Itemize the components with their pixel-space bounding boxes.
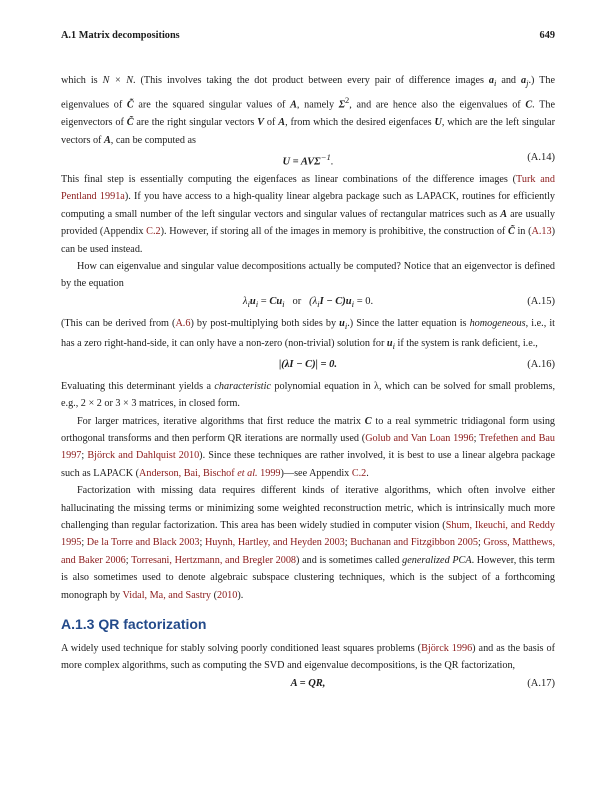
citation-link[interactable]: Buchanan and Fitzgibbon 2005 [350, 537, 478, 549]
equation-link[interactable]: A.13 [531, 226, 552, 238]
running-header [61, 30, 555, 46]
equation-a17-tag: (A.17) [527, 677, 555, 689]
citation-link[interactable]: Björck and Dahlquist 2010 [87, 450, 200, 462]
equation-link[interactable]: A.6 [175, 317, 191, 329]
citation-link[interactable]: Björck 1996 [421, 643, 473, 655]
citation-link[interactable]: Huynh, Hartley, and Heyden 2003 [204, 537, 345, 549]
equation-a16-expr: |(λI − C)| = 0. [278, 358, 338, 370]
paragraph-5: Evaluating this determinant yields a characteristic polynomial equation in λ, which can be solved for small problems, e.g., 2 × 2 or 3 × 3 matrices, in closed form. [61, 380, 555, 410]
header-page-number: 649 [539, 30, 555, 41]
equation-a14-tag: (A.14) [527, 152, 555, 164]
equation-a17 [61, 675, 555, 697]
paragraph-7: Factorization with missing data requires different kinds of iterative algorithms, which often involve either hallucinating the missing terms or minimizing some weighted reconstruction metric, which is intrinsically much more challenging than regular factorization. This area has been widely studied in computer vision (Shum, Ikeuchi, and Reddy 1995; De la Torre and Black 2003; Huynh, Hartley, and Heyden 2003; Buchanan and Fitzgibbon 2005; Gross, Matthews, and Baker 2006; Torresani, Hertzmann, and Bregler 2008) and is sometimes called generalized PCA. However, this term is also sometimes used to denote algebraic subspace clustering techniques, which is the subject of a forthcoming monograph by Vidal, Ma, and Sastry (2010). [61, 485, 555, 601]
paragraph-6: For larger matrices, iterative algorithms that first reduce the matrix C to a real symmetric tridiagonal form using orthogonal transforms and then perform QR iterations are normally used (Golub and Van Loan 1996; Trefethen and Bau 1997; Björck and Dahlquist 2010). Since these techniques are rather involved, it is best to use a linear algebra package such as LAPACK (Anderson, Bai, Bischof et al. 1999)—see Appendix C.2. [61, 415, 556, 479]
citation-link[interactable]: Turk and Pentland 1991a [61, 174, 555, 203]
citation-link[interactable]: De la Torre and Black 2003 [86, 537, 200, 549]
paragraph-1: which is N × N. (This involves taking the dot product between every pair of difference images $a_i$ and $a_j$.) The eigenvalues of C̃ are the squared singular values of A, namely $\Sigma^2$, and are hence also the eigenvalues of C. The eigenvectors of C̃ are the right singular vectors V of A, from which the desired eigenfaces U, which are the left singular vectors of A, can be computed as [61, 75, 556, 146]
citation-link[interactable]: Golub and Van Loan 1996 [365, 432, 474, 444]
equation-a15-expr: $\lambda_iu_i = Cu_i$ or $(\lambda_iI - C)u_i = 0$. [242, 295, 374, 309]
citation-link[interactable]: Vidal, Ma, and Sastry [122, 589, 212, 601]
appendix-link[interactable]: C.2 [146, 226, 161, 238]
equation-a17-expr: A = QR, [290, 677, 326, 689]
equation-a15 [61, 293, 555, 315]
citation-link[interactable]: Shum, Ikeuchi, and Reddy 1995 [61, 520, 555, 549]
citation-link[interactable]: Torresani, Hertzmann, and Bregler 2008 [131, 554, 297, 566]
appendix-link[interactable]: C.2 [351, 467, 367, 479]
section-heading: A.1.3 QR factorization [61, 616, 207, 633]
equation-a14 [61, 149, 555, 171]
citation-link[interactable]: Gross, Matthews, and Baker 2006 [61, 537, 555, 566]
paragraph-2: This final step is essentially computing the eigenfaces as linear combinations of the difference images (Turk and Pentland 1991a). If you have access to a high-quality linear algebra package such as LAPACK, routines for efficiently computing a small number of the left singular vectors and singular values of rectangular matrices such as A are usually provided (Appendix C.2). However, if storing all of the images in memory is prohibitive, the construction of C̃ in (A.13) can be used instead. [61, 174, 555, 255]
citation-link[interactable]: Anderson, Bai, Bischof et al. 1999 [139, 467, 281, 479]
equation-a16-tag: (A.16) [527, 358, 555, 370]
citation-link[interactable]: 2010 [216, 589, 238, 601]
page [61, 30, 555, 697]
paragraph-4: (This can be derived from (A.6) by post-multiplying both sides by $u_i$.) Since the latter equation is homogeneous, i.e., it has a zero right-hand-side, it can only have a non-zero (non-trivial) solution for $u_i$ if the system is rank deficient, i.e., [61, 317, 555, 352]
paragraph-8: A widely used technique for stably solving poorly conditioned least squares problems (Björck 1996) and as the basis of more complex algorithms, such as computing the SVD and eigenvalue decompositions, is the QR factorization, [61, 643, 555, 672]
equation-a16 [61, 356, 555, 378]
equation-a14-expr: $U = AV\Sigma^{-1}$. [282, 152, 334, 168]
paragraph-3: How can eigenvalue and singular value decompositions actually be computed? Notice that an eigenvector is defined by the equation [61, 261, 555, 290]
citation-link[interactable]: Trefethen and Bau 1997 [61, 432, 555, 462]
header-section-title: A.1 Matrix decompositions [61, 30, 180, 41]
equation-a15-tag: (A.15) [527, 295, 555, 307]
